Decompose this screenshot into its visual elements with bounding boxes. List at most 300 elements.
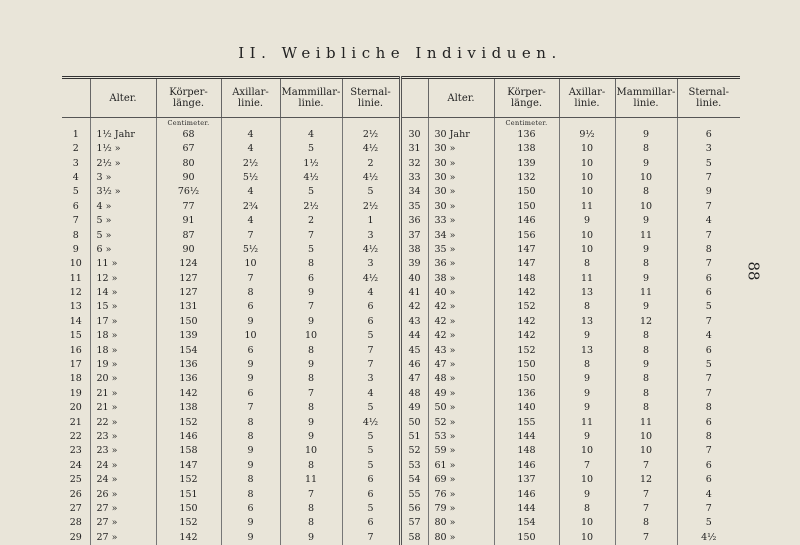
row-number-right: 49 bbox=[400, 401, 428, 415]
unit-spacer bbox=[615, 118, 677, 129]
body-length-right: 154 bbox=[494, 517, 559, 531]
body-length-right: 144 bbox=[494, 430, 559, 444]
axillar-left: 4 bbox=[221, 214, 280, 228]
table-row bbox=[62, 315, 740, 329]
sternal-left: 7 bbox=[342, 358, 400, 372]
axillar-left: 9 bbox=[221, 517, 280, 531]
age-left: 27 » bbox=[90, 531, 156, 545]
body-length-right: 144 bbox=[494, 502, 559, 516]
body-length-left: 142 bbox=[156, 387, 221, 401]
sternal-right: 5 bbox=[677, 517, 740, 531]
age-right: 30 » bbox=[428, 142, 494, 156]
sternal-left: 2½ bbox=[342, 128, 400, 142]
axillar-right: 13 bbox=[559, 344, 615, 358]
mammillar-left: 9 bbox=[280, 286, 342, 300]
body-length-right: 136 bbox=[494, 387, 559, 401]
age-right: 33 » bbox=[428, 214, 494, 228]
age-left: 2½ » bbox=[90, 157, 156, 171]
body-length-left: 158 bbox=[156, 445, 221, 459]
axillar-right: 10 bbox=[559, 445, 615, 459]
age-right: 80 » bbox=[428, 531, 494, 545]
body-length-right: 146 bbox=[494, 214, 559, 228]
row-number-right: 40 bbox=[400, 272, 428, 286]
sternal-right: 7 bbox=[677, 387, 740, 401]
row-number-left: 5 bbox=[62, 186, 90, 200]
row-number-right: 42 bbox=[400, 301, 428, 315]
row-number-left: 1 bbox=[62, 128, 90, 142]
row-number-right: 36 bbox=[400, 214, 428, 228]
age-left: 19 » bbox=[90, 358, 156, 372]
table-row bbox=[62, 171, 740, 185]
mammillar-left: 8 bbox=[280, 373, 342, 387]
row-number-right: 35 bbox=[400, 200, 428, 214]
mammillar-left: 9 bbox=[280, 430, 342, 444]
axillar-right: 13 bbox=[559, 315, 615, 329]
sternal-left: 3 bbox=[342, 229, 400, 243]
body-length-left: 152 bbox=[156, 473, 221, 487]
unit-spacer bbox=[677, 118, 740, 129]
axillar-right: 11 bbox=[559, 200, 615, 214]
mammillar-right: 10 bbox=[615, 171, 677, 185]
mammillar-right: 10 bbox=[615, 430, 677, 444]
mammillar-left: 8 bbox=[280, 517, 342, 531]
sternal-left: 4 bbox=[342, 387, 400, 401]
row-number-right: 54 bbox=[400, 473, 428, 487]
mammillar-right: 8 bbox=[615, 186, 677, 200]
mammillar-right: 9 bbox=[615, 214, 677, 228]
row-number-right: 43 bbox=[400, 315, 428, 329]
sternal-right: 5 bbox=[677, 358, 740, 372]
row-number-right: 53 bbox=[400, 459, 428, 473]
sternal-right: 7 bbox=[677, 315, 740, 329]
measurement-table bbox=[62, 76, 740, 545]
axillar-right: 9 bbox=[559, 488, 615, 502]
body-length-left: 150 bbox=[156, 315, 221, 329]
table-row bbox=[62, 531, 740, 545]
body-length-left: 154 bbox=[156, 344, 221, 358]
mammillar-right: 9 bbox=[615, 358, 677, 372]
mammillar-left: 10 bbox=[280, 445, 342, 459]
header-sternallinie-right: Sternal- linie. bbox=[677, 78, 740, 118]
body-length-left: 77 bbox=[156, 200, 221, 214]
row-number-right: 52 bbox=[400, 445, 428, 459]
row-number-right: 32 bbox=[400, 157, 428, 171]
age-left: 1½ » bbox=[90, 142, 156, 156]
row-number-right: 38 bbox=[400, 243, 428, 257]
axillar-left: 9 bbox=[221, 445, 280, 459]
axillar-right: 9 bbox=[559, 430, 615, 444]
sternal-left: 6 bbox=[342, 473, 400, 487]
sternal-left: 5 bbox=[342, 430, 400, 444]
body-length-left: 67 bbox=[156, 142, 221, 156]
axillar-right: 9 bbox=[559, 387, 615, 401]
table-row bbox=[62, 286, 740, 300]
body-length-right: 137 bbox=[494, 473, 559, 487]
table-row bbox=[62, 214, 740, 228]
axillar-right: 10 bbox=[559, 229, 615, 243]
table-row bbox=[62, 272, 740, 286]
row-number-left: 24 bbox=[62, 459, 90, 473]
mammillar-left: 8 bbox=[280, 401, 342, 415]
sternal-left: 7 bbox=[342, 531, 400, 545]
mammillar-right: 9 bbox=[615, 272, 677, 286]
row-number-right: 50 bbox=[400, 416, 428, 430]
body-length-right: 147 bbox=[494, 243, 559, 257]
row-number-left: 20 bbox=[62, 401, 90, 415]
sternal-left: 5 bbox=[342, 329, 400, 343]
mammillar-left: 2 bbox=[280, 214, 342, 228]
sternal-left: 5 bbox=[342, 401, 400, 415]
row-number-left: 14 bbox=[62, 315, 90, 329]
row-number-right: 39 bbox=[400, 258, 428, 272]
body-length-left: 136 bbox=[156, 358, 221, 372]
header-blank-left bbox=[62, 78, 90, 118]
row-number-right: 55 bbox=[400, 488, 428, 502]
mammillar-right: 8 bbox=[615, 373, 677, 387]
age-right: 50 » bbox=[428, 401, 494, 415]
mammillar-left: 8 bbox=[280, 258, 342, 272]
row-number-left: 12 bbox=[62, 286, 90, 300]
sternal-right: 7 bbox=[677, 200, 740, 214]
row-number-left: 10 bbox=[62, 258, 90, 272]
age-right: 49 » bbox=[428, 387, 494, 401]
mammillar-left: 9 bbox=[280, 358, 342, 372]
body-length-right: 142 bbox=[494, 315, 559, 329]
body-length-left: 90 bbox=[156, 243, 221, 257]
body-length-left: 124 bbox=[156, 258, 221, 272]
age-right: 30 » bbox=[428, 200, 494, 214]
body-length-left: 142 bbox=[156, 531, 221, 545]
mammillar-left: 7 bbox=[280, 488, 342, 502]
age-left: 27 » bbox=[90, 517, 156, 531]
body-length-left: 151 bbox=[156, 488, 221, 502]
age-right: 69 » bbox=[428, 473, 494, 487]
row-number-left: 28 bbox=[62, 517, 90, 531]
sternal-right: 8 bbox=[677, 430, 740, 444]
mammillar-left: 7 bbox=[280, 387, 342, 401]
unit-row bbox=[62, 118, 740, 129]
sternal-left: 5 bbox=[342, 186, 400, 200]
sternal-right: 7 bbox=[677, 258, 740, 272]
axillar-right: 10 bbox=[559, 243, 615, 257]
mammillar-right: 8 bbox=[615, 387, 677, 401]
row-number-left: 23 bbox=[62, 445, 90, 459]
sternal-right: 6 bbox=[677, 473, 740, 487]
row-number-right: 51 bbox=[400, 430, 428, 444]
mammillar-left: 10 bbox=[280, 329, 342, 343]
axillar-left: 10 bbox=[221, 258, 280, 272]
age-left: 4 » bbox=[90, 200, 156, 214]
sternal-left: 5 bbox=[342, 459, 400, 473]
age-right: 36 » bbox=[428, 258, 494, 272]
age-left: 14 » bbox=[90, 286, 156, 300]
axillar-right: 9 bbox=[559, 214, 615, 228]
mammillar-left: 11 bbox=[280, 473, 342, 487]
row-number-left: 22 bbox=[62, 430, 90, 444]
header-axillarlinie-left: Axillar- linie. bbox=[221, 78, 280, 118]
age-right: 42 » bbox=[428, 329, 494, 343]
row-number-left: 7 bbox=[62, 214, 90, 228]
age-right: 42 » bbox=[428, 301, 494, 315]
sternal-right: 6 bbox=[677, 459, 740, 473]
body-length-left: 80 bbox=[156, 157, 221, 171]
table-row bbox=[62, 502, 740, 516]
table-row bbox=[62, 358, 740, 372]
age-right: 59 » bbox=[428, 445, 494, 459]
table-row bbox=[62, 387, 740, 401]
table-row bbox=[62, 142, 740, 156]
axillar-right: 10 bbox=[559, 531, 615, 545]
mammillar-right: 9 bbox=[615, 157, 677, 171]
age-right: 52 » bbox=[428, 416, 494, 430]
axillar-left: 2¾ bbox=[221, 200, 280, 214]
mammillar-right: 8 bbox=[615, 329, 677, 343]
age-left: 18 » bbox=[90, 344, 156, 358]
age-left: 24 » bbox=[90, 459, 156, 473]
axillar-left: 9 bbox=[221, 531, 280, 545]
age-right: 80 » bbox=[428, 517, 494, 531]
body-length-right: 150 bbox=[494, 531, 559, 545]
axillar-right: 10 bbox=[559, 142, 615, 156]
age-left: 5 » bbox=[90, 229, 156, 243]
body-length-right: 150 bbox=[494, 200, 559, 214]
age-right: 38 » bbox=[428, 272, 494, 286]
table-header bbox=[62, 78, 740, 118]
axillar-right: 10 bbox=[559, 186, 615, 200]
age-right: 30 Jahr bbox=[428, 128, 494, 142]
axillar-right: 10 bbox=[559, 171, 615, 185]
row-number-right: 56 bbox=[400, 502, 428, 516]
age-right: 30 » bbox=[428, 157, 494, 171]
sternal-left: 4½ bbox=[342, 171, 400, 185]
header-axillarlinie-right: Axillar- linie. bbox=[559, 78, 615, 118]
header-sternallinie-left: Sternal- linie. bbox=[342, 78, 400, 118]
row-number-left: 26 bbox=[62, 488, 90, 502]
row-number-right: 45 bbox=[400, 344, 428, 358]
sternal-left: 4½ bbox=[342, 272, 400, 286]
body-length-left: 76½ bbox=[156, 186, 221, 200]
axillar-left: 10 bbox=[221, 329, 280, 343]
axillar-right: 8 bbox=[559, 502, 615, 516]
unit-spacer bbox=[221, 118, 280, 129]
age-right: 30 » bbox=[428, 186, 494, 200]
table-row bbox=[62, 445, 740, 459]
body-length-right: 142 bbox=[494, 329, 559, 343]
age-right: 48 » bbox=[428, 373, 494, 387]
axillar-right: 9 bbox=[559, 401, 615, 415]
mammillar-right: 12 bbox=[615, 315, 677, 329]
mammillar-right: 12 bbox=[615, 473, 677, 487]
sternal-right: 6 bbox=[677, 286, 740, 300]
age-right: 35 » bbox=[428, 243, 494, 257]
row-number-right: 58 bbox=[400, 531, 428, 545]
axillar-right: 10 bbox=[559, 157, 615, 171]
axillar-left: 4 bbox=[221, 186, 280, 200]
mammillar-left: 8 bbox=[280, 502, 342, 516]
header-alter-left: Alter. bbox=[90, 78, 156, 118]
age-left: 11 » bbox=[90, 258, 156, 272]
row-number-right: 41 bbox=[400, 286, 428, 300]
axillar-right: 10 bbox=[559, 517, 615, 531]
row-number-left: 11 bbox=[62, 272, 90, 286]
row-number-left: 18 bbox=[62, 373, 90, 387]
age-right: 42 » bbox=[428, 315, 494, 329]
mammillar-left: 7 bbox=[280, 301, 342, 315]
unit-spacer bbox=[428, 118, 494, 129]
row-number-right: 44 bbox=[400, 329, 428, 343]
body-length-right: 156 bbox=[494, 229, 559, 243]
unit-label: Centimeter. bbox=[156, 118, 221, 129]
age-right: 79 » bbox=[428, 502, 494, 516]
row-number-right: 34 bbox=[400, 186, 428, 200]
row-number-left: 15 bbox=[62, 329, 90, 343]
sternal-right: 7 bbox=[677, 373, 740, 387]
age-left: 18 » bbox=[90, 329, 156, 343]
sternal-right: 5 bbox=[677, 157, 740, 171]
header-blank-right bbox=[400, 78, 428, 118]
sternal-right: 7 bbox=[677, 445, 740, 459]
mammillar-left: 7 bbox=[280, 229, 342, 243]
axillar-left: 7 bbox=[221, 401, 280, 415]
row-number-right: 31 bbox=[400, 142, 428, 156]
axillar-left: 9 bbox=[221, 315, 280, 329]
age-right: 30 » bbox=[428, 171, 494, 185]
axillar-right: 8 bbox=[559, 258, 615, 272]
body-length-left: 127 bbox=[156, 286, 221, 300]
mammillar-left: 9 bbox=[280, 315, 342, 329]
mammillar-right: 7 bbox=[615, 459, 677, 473]
mammillar-right: 8 bbox=[615, 401, 677, 415]
age-left: 6 » bbox=[90, 243, 156, 257]
unit-spacer bbox=[559, 118, 615, 129]
mammillar-right: 11 bbox=[615, 416, 677, 430]
axillar-left: 9 bbox=[221, 373, 280, 387]
age-left: 20 » bbox=[90, 373, 156, 387]
axillar-left: 8 bbox=[221, 488, 280, 502]
mammillar-left: 8 bbox=[280, 459, 342, 473]
axillar-left: 8 bbox=[221, 416, 280, 430]
row-number-left: 16 bbox=[62, 344, 90, 358]
row-number-left: 8 bbox=[62, 229, 90, 243]
table-row bbox=[62, 373, 740, 387]
axillar-right: 11 bbox=[559, 272, 615, 286]
axillar-right: 8 bbox=[559, 358, 615, 372]
page-number: 88 bbox=[745, 261, 763, 280]
header-mammillarlinie-right: Mammillar- linie. bbox=[615, 78, 677, 118]
axillar-right: 8 bbox=[559, 301, 615, 315]
body-length-right: 148 bbox=[494, 445, 559, 459]
mammillar-left: 6 bbox=[280, 272, 342, 286]
table-row bbox=[62, 329, 740, 343]
table-row bbox=[62, 488, 740, 502]
age-right: 53 » bbox=[428, 430, 494, 444]
axillar-left: 4 bbox=[221, 142, 280, 156]
body-length-left: 152 bbox=[156, 416, 221, 430]
row-number-left: 17 bbox=[62, 358, 90, 372]
body-length-left: 147 bbox=[156, 459, 221, 473]
row-number-left: 25 bbox=[62, 473, 90, 487]
unit-spacer bbox=[90, 118, 156, 129]
row-number-right: 37 bbox=[400, 229, 428, 243]
row-number-left: 6 bbox=[62, 200, 90, 214]
age-right: 47 » bbox=[428, 358, 494, 372]
body-length-left: 138 bbox=[156, 401, 221, 415]
row-number-left: 2 bbox=[62, 142, 90, 156]
mammillar-right: 8 bbox=[615, 258, 677, 272]
sternal-left: 3 bbox=[342, 258, 400, 272]
mammillar-left: 1½ bbox=[280, 157, 342, 171]
unit-spacer bbox=[62, 118, 90, 129]
body-length-right: 146 bbox=[494, 459, 559, 473]
axillar-left: 6 bbox=[221, 301, 280, 315]
body-length-right: 142 bbox=[494, 286, 559, 300]
age-left: 3½ » bbox=[90, 186, 156, 200]
age-left: 23 » bbox=[90, 445, 156, 459]
body-length-left: 68 bbox=[156, 128, 221, 142]
sternal-left: 6 bbox=[342, 301, 400, 315]
age-left: 1½ Jahr bbox=[90, 128, 156, 142]
row-number-left: 4 bbox=[62, 171, 90, 185]
axillar-right: 7 bbox=[559, 459, 615, 473]
mammillar-right: 7 bbox=[615, 531, 677, 545]
sternal-left: 2 bbox=[342, 157, 400, 171]
table-row bbox=[62, 157, 740, 171]
row-number-right: 57 bbox=[400, 517, 428, 531]
body-length-left: 152 bbox=[156, 517, 221, 531]
sternal-right: 6 bbox=[677, 344, 740, 358]
age-left: 24 » bbox=[90, 473, 156, 487]
unit-spacer bbox=[400, 118, 428, 129]
row-number-right: 47 bbox=[400, 373, 428, 387]
axillar-left: 6 bbox=[221, 344, 280, 358]
row-number-left: 9 bbox=[62, 243, 90, 257]
mammillar-right: 7 bbox=[615, 488, 677, 502]
body-length-right: 132 bbox=[494, 171, 559, 185]
table-row bbox=[62, 243, 740, 257]
table-row bbox=[62, 430, 740, 444]
row-number-left: 19 bbox=[62, 387, 90, 401]
sternal-right: 6 bbox=[677, 128, 740, 142]
mammillar-left: 5 bbox=[280, 243, 342, 257]
sternal-left: 4½ bbox=[342, 416, 400, 430]
body-length-left: 87 bbox=[156, 229, 221, 243]
sternal-left: 6 bbox=[342, 517, 400, 531]
sternal-left: 5 bbox=[342, 445, 400, 459]
body-length-right: 152 bbox=[494, 301, 559, 315]
axillar-left: 6 bbox=[221, 502, 280, 516]
body-length-right: 146 bbox=[494, 488, 559, 502]
body-length-right: 139 bbox=[494, 157, 559, 171]
axillar-left: 4 bbox=[221, 128, 280, 142]
page-title: II. Weibliche Individuen. bbox=[0, 44, 800, 62]
sternal-right: 7 bbox=[677, 502, 740, 516]
sternal-right: 6 bbox=[677, 416, 740, 430]
row-number-left: 3 bbox=[62, 157, 90, 171]
mammillar-left: 4 bbox=[280, 128, 342, 142]
age-left: 23 » bbox=[90, 430, 156, 444]
row-number-left: 13 bbox=[62, 301, 90, 315]
mammillar-right: 10 bbox=[615, 200, 677, 214]
sternal-right: 4½ bbox=[677, 531, 740, 545]
sternal-left: 2½ bbox=[342, 200, 400, 214]
table-row bbox=[62, 344, 740, 358]
age-right: 43 » bbox=[428, 344, 494, 358]
sternal-right: 3 bbox=[677, 142, 740, 156]
age-right: 40 » bbox=[428, 286, 494, 300]
mammillar-right: 9 bbox=[615, 243, 677, 257]
axillar-left: 5½ bbox=[221, 243, 280, 257]
axillar-left: 9 bbox=[221, 358, 280, 372]
